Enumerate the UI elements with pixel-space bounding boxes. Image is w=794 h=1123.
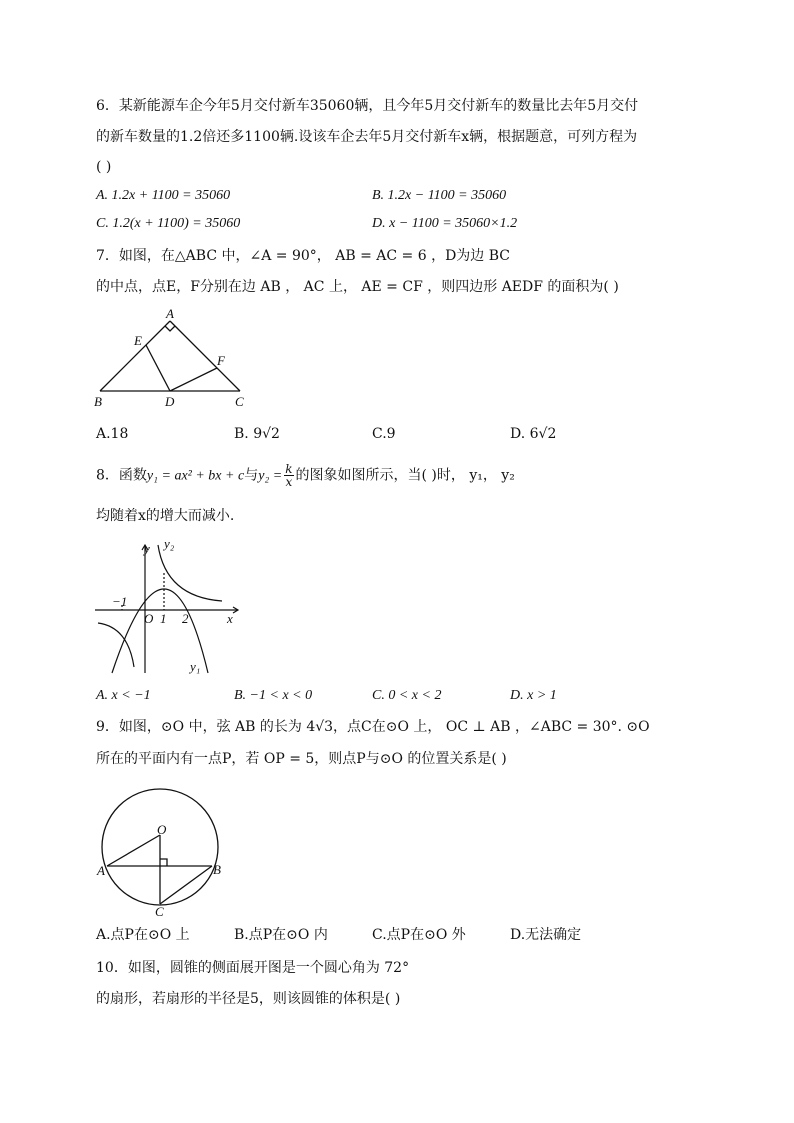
q7-label-b: B [94, 394, 102, 409]
q7-line-1: 7．如图，在△ABC 中，∠A = 90°， AB = AC = 6 ，D为边 BC [96, 248, 511, 264]
q9-label-c: C [155, 904, 164, 919]
q8-label-y: y [144, 541, 150, 556]
q6-line-3: ( ) [96, 159, 112, 175]
q8-line-1-c: 的图象如图所示，当( )时， y₁， y₂ [295, 467, 515, 484]
q6-option-b: B. 1.2x − 1100 = 35060 [372, 188, 507, 203]
q8-frac-num: k [285, 462, 293, 476]
q8-label-x: x [227, 611, 233, 626]
q7-option-b: B. 9√2 [234, 426, 280, 442]
q8-option-b: B. −1 < x < 0 [234, 688, 313, 703]
q8-line-2: 均随着x的增大而减小. [96, 508, 235, 524]
q7-label-a: A [166, 306, 174, 321]
q10-line-2: 的扇形，若扇形的半径是5，则该圆锥的体积是( ) [96, 991, 401, 1007]
q8-frac-den: x [285, 475, 293, 489]
q8-function-2: y₂ = [258, 468, 283, 484]
q8-label-o: O [144, 611, 154, 626]
q8-function-1: y₁ = ax² + bx + c [146, 468, 245, 484]
q9-option-c: C.点P在⊙O 外 [372, 927, 466, 943]
q7-label-d: D [165, 394, 175, 409]
q10-line-1: 10．如图，圆锥的侧面展开图是一个圆心角为 72° [96, 960, 410, 976]
q8-label-y2: y₂ [164, 536, 175, 551]
q7-option-d: D. 6√2 [510, 426, 557, 442]
q7-option-a: A.18 [96, 426, 129, 442]
q9-line-2: 所在的平面内有一点P，若 OP = 5，则点P与⊙O 的位置关系是( ) [96, 751, 507, 767]
q8-label-neg1: −1 [112, 594, 128, 609]
q8-label-1: 1 [160, 611, 167, 626]
q9-option-a: A.点P在⊙O 上 [96, 927, 190, 943]
q8-label-y1: y₁ [190, 659, 201, 674]
q9-label-o: O [157, 822, 167, 837]
q7-label-c: C [235, 394, 244, 409]
q9-option-b: B.点P在⊙O 内 [234, 927, 328, 943]
q9-circle-figure [95, 778, 235, 918]
q8-line-1-a: 8．函数 [96, 467, 147, 484]
q6-line-2: 的新车数量的1.2倍还多1100辆.设该车企去年5月交付新车x辆，根据题意，可列方程为 [96, 129, 638, 145]
q8-label-2: 2 [182, 611, 189, 626]
q9-line-1: 9．如图，⊙O 中，弦 AB 的长为 4√3，点C在⊙O 上， OC ⊥ AB ，∠ABC = 30°. ⊙O [96, 719, 650, 735]
q7-option-c: C.9 [372, 426, 396, 442]
q8-line-1-b: 与 [244, 467, 259, 484]
q6-option-d: D. x − 1100 = 35060×1.2 [372, 216, 518, 231]
q7-label-f: F [217, 353, 225, 368]
q8-option-c: C. 0 < x < 2 [372, 688, 442, 703]
q6-line-1: 6．某新能源车企今年5月交付新车35060辆，且今年5月交付新车的数量比去年5月交付 [96, 98, 639, 114]
q9-label-a: A [97, 863, 105, 878]
q8-graph-figure [90, 535, 250, 680]
q7-line-2: 的中点，点E，F分别在边 AB ， AC 上， AE = CF ，则四边形 AEDF 的面积为( ) [96, 279, 619, 295]
q8-fraction [284, 463, 293, 488]
q9-label-b: B [213, 862, 221, 877]
q7-label-e: E [134, 333, 142, 348]
q6-option-c: C. 1.2(x + 1100) = 35060 [96, 216, 241, 231]
q8-option-a: A. x < −1 [96, 688, 151, 703]
q7-triangle-figure [90, 305, 260, 415]
q8-line-1 [96, 463, 515, 488]
q9-option-d: D.无法确定 [510, 927, 582, 943]
q6-option-a: A. 1.2x + 1100 = 35060 [96, 188, 231, 203]
q8-option-d: D. x > 1 [510, 688, 557, 703]
